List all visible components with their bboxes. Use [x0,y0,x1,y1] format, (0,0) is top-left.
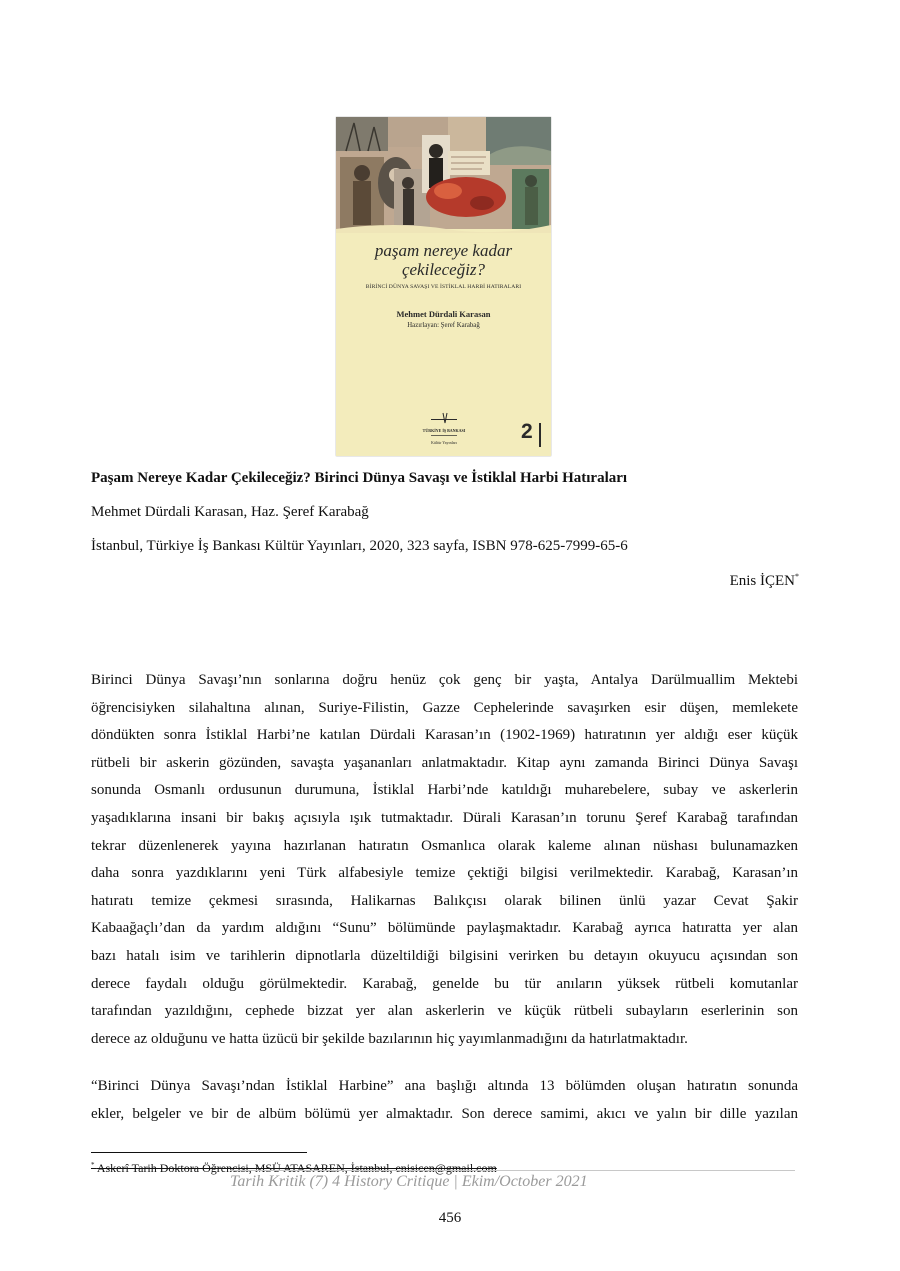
cover-editor: Hazırlayan: Şeref Karabağ [407,322,480,329]
reviewer-name-text: Enis İÇEN [729,573,795,589]
text-line: bazı hatalı isim ve tarihlerin dipnotlarla düzeltildiği bilgisini verirken bu detayın okuyucu açısından son [91,947,798,964]
running-header: Tarih Kritik (7) 4 History Critique | Ekim/October 2021 [230,1173,588,1190]
text-line: derece az olduğunu ve hatta üzücü bir şekilde bazılarının hiç yayımlanmadığını da hatırlatmaktadır. [91,1030,688,1047]
text-line: “Birinci Dünya Savaşı’ndan İstiklal Harbine” ana başlığı altında 13 bölümden oluşan hatıratın sonunda [91,1078,798,1094]
text-line: tarafından yazıldığını, cephede bizzat yer alan askerlerin ve küçük rütbeli subayların eserlerinin son [91,1003,798,1020]
text-line: daha sonra yazdıklarını yeni Türk alfabesiyle temize çektiği bilgisi verilmektedir. Karabağ, Karasan’ın [91,865,798,882]
cover-title-line1: paşam nereye kadar [374,241,513,260]
text-line: sonunda Osmanlı ordusunun durumuna, İstiklal Harbi’nde katıldığı muharebelere, subay ve askerlerin [91,782,798,799]
text-line: Birinci Dünya Savaşı’nın sonlarına doğru henüz çok genç bir yaşta, Antalya Darülmuallim Mektebi [91,672,798,688]
book-cover-image [336,117,551,456]
footnote-divider [91,1152,307,1153]
text-line: yaşadıklarına insani bir bakış açısıyla ışık tutmaktadır. Dürali Karasan’ın torunu Şeref Karabağ tarafından [91,809,798,826]
footnote-text: Askerî Tarih Doktora Öğrencisi, MSÜ ATASAREN, İstanbul, enisicen@gmail.com [96,1161,497,1175]
text-line: derece faydalı olduğu görülmektedir. Karabağ, genelde bu tür anıların yüksek rütbeli komutanlar [91,975,798,992]
text-line: döndükten sonra İstiklal Harbi’ne katılan Dürdali Karasan’ın (1902-1969) hatıratının yer aldığı eser küçük [91,727,798,744]
body-paragraph-1 [91,667,798,1053]
footnote-marker: * [795,572,799,581]
text-line: öğrencisiyken silahaltına alınan, Suriye-Filistin, Gazze Cephelerinde savaşırken esir düşen, memlekete [91,699,798,716]
running-header-rule [230,1170,795,1171]
cover-publisher-sub: Kültür Yayınları [431,440,457,445]
cover-title-line2: çekileceğiz? [401,260,486,279]
footnote-mark: * [91,1161,95,1169]
text-line: tekrar düzenlenerek yayına hazırlanan hatıratın Osmanlıca olarak kaleme alınan nüshası bulunamazken [91,837,798,854]
book-author-line: Mehmet Dürdali Karasan, Haz. Şeref Karabağ [91,504,369,520]
cover-edition-number: 2 [521,420,533,443]
cover-author: Mehmet Dürdali Karasan [396,309,491,319]
book-title: Paşam Nereye Kadar Çekileceğiz? Birinci Dünya Savaşı ve İstiklal Harbi Hatıraları [91,470,628,486]
text-line: Kabaağaçlı’dan da yardım aldığını “Sunu” bölümünde paylaşmaktadır. Karabağ ayrıca hatıratta yer alan [91,920,798,937]
page-number: 456 [438,1210,462,1226]
text-line: rütbeli bir askerin gözünden, savaşta yaşananları anlatmaktadır. Kitap aynı zamanda Birinci Dünya Savaşı [91,754,798,771]
body-paragraph-2 [91,1073,798,1128]
publication-info: İstanbul, Türkiye İş Bankası Kültür Yayınları, 2020, 323 sayfa, ISBN 978-625-7999-65-6 [91,538,628,554]
cover-publisher-logo-text: TÜRKİYE İŞ BANKASI [422,428,466,433]
reviewer-name [730,572,799,590]
text-line: hatıratı temize çekmesi sırasında, Halikarnas Balıkçısı olarak bilinen ünlü yazar Cevat Şakir [91,892,798,909]
cover-subtitle: BİRİNCİ DÜNYA SAVAŞI VE İSTİKLAL HARBİ HATIRALARI [365,284,522,290]
text-line: ekler, belgeler ve bir de albüm bölümü yer almaktadır. Son derece samimi, akıcı ve yalın bir dille yazılan [91,1105,798,1122]
